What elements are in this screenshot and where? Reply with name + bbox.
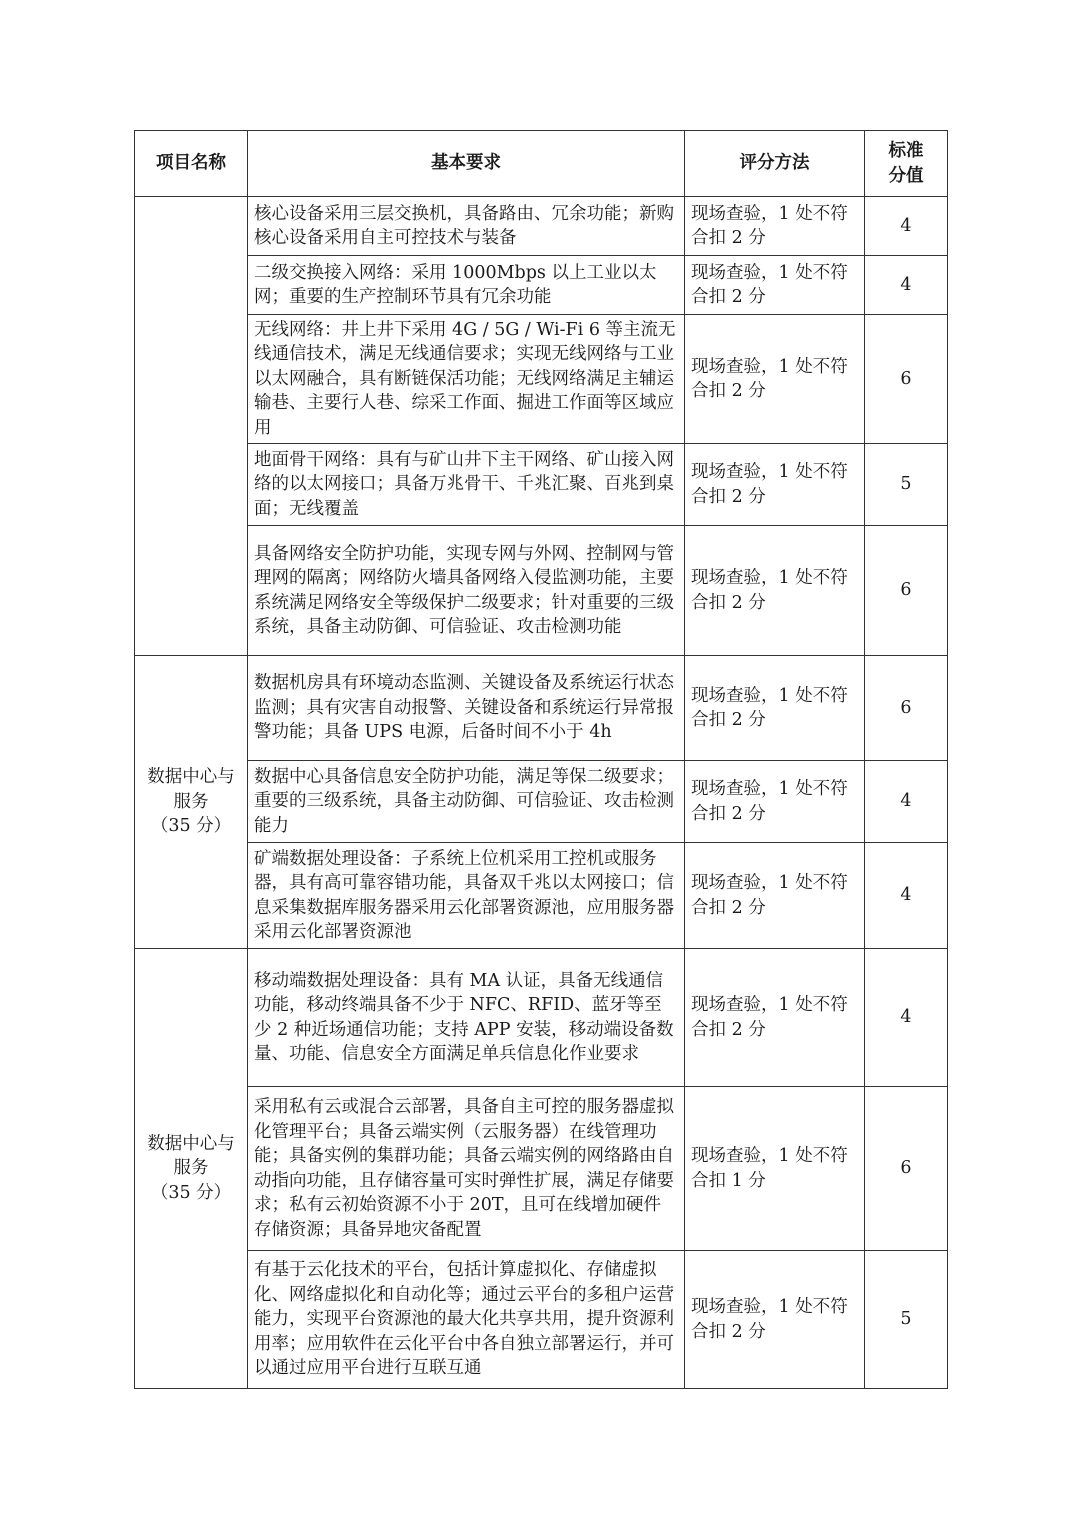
method-cell: 现场查验，1 处不符合扣 2 分 bbox=[685, 1251, 865, 1389]
requirement-cell: 地面骨干网络：具有与矿山井下主干网络、矿山接入网络的以太网接口；具备万兆骨干、千兆汇聚、百兆到桌面；无线覆盖 bbox=[248, 444, 685, 526]
table-row bbox=[135, 656, 948, 761]
table-row bbox=[135, 843, 948, 949]
score-cell: 4 bbox=[865, 843, 948, 949]
score-cell: 6 bbox=[865, 1087, 948, 1251]
table-row bbox=[135, 526, 948, 656]
header-row bbox=[135, 131, 948, 197]
requirement-cell: 二级交换接入网络：采用 1000Mbps 以上工业以太网；重要的生产控制环节具有冗余功能 bbox=[248, 256, 685, 315]
method-cell: 现场查验，1 处不符合扣 2 分 bbox=[685, 315, 865, 444]
method-cell: 现场查验，1 处不符合扣 2 分 bbox=[685, 197, 865, 256]
method-cell: 现场查验，1 处不符合扣 2 分 bbox=[685, 256, 865, 315]
requirement-cell: 矿端数据处理设备：子系统上位机采用工控机或服务器，具有高可靠容错功能，具备双千兆以太网接口；信息采集数据库服务器采用云化部署资源池，应用服务器采用云化部署资源池 bbox=[248, 843, 685, 949]
requirement-cell: 移动端数据处理设备：具有 MA 认证，具备无线通信功能，移动终端具备不少于 NFC、RFID、蓝牙等至少 2 种近场通信功能；支持 APP 安装，移动端设备数量、功能、信息安全方面满足单兵信息化作业要求 bbox=[248, 949, 685, 1087]
table-row bbox=[135, 949, 948, 1087]
score-cell: 4 bbox=[865, 761, 948, 843]
table-row bbox=[135, 444, 948, 526]
group-name-line2: 服务 bbox=[173, 1158, 209, 1179]
requirement-cell: 数据机房具有环境动态监测、关键设备及系统运行状态监测；具有灾害自动报警、关键设备和系统运行异常报警功能；具备 UPS 电源，后备时间不小于 4h bbox=[248, 656, 685, 761]
score-cell: 4 bbox=[865, 256, 948, 315]
group-name-line1: 数据中心与 bbox=[147, 1133, 235, 1154]
requirement-cell: 数据中心具备信息安全防护功能，满足等保二级要求；重要的三级系统，具备主动防御、可信验证、攻击检测能力 bbox=[248, 761, 685, 843]
score-cell: 5 bbox=[865, 1251, 948, 1389]
score-cell: 6 bbox=[865, 656, 948, 761]
header-score bbox=[865, 131, 948, 197]
method-cell: 现场查验，1 处不符合扣 2 分 bbox=[685, 526, 865, 656]
method-cell: 现场查验，1 处不符合扣 1 分 bbox=[685, 1087, 865, 1251]
score-cell: 6 bbox=[865, 315, 948, 444]
score-cell: 4 bbox=[865, 197, 948, 256]
scoring-table bbox=[134, 130, 948, 1389]
table-row bbox=[135, 315, 948, 444]
table-row bbox=[135, 256, 948, 315]
requirement-cell: 具备网络安全防护功能，实现专网与外网、控制网与管理网的隔离；网络防火墙具备网络入侵监测功能，主要系统满足网络安全等级保护二级要求；针对重要的三级系统，具备主动防御、可信验证、攻击检测功能 bbox=[248, 526, 685, 656]
group-name-cell bbox=[135, 949, 248, 1389]
score-cell: 6 bbox=[865, 526, 948, 656]
method-cell: 现场查验，1 处不符合扣 2 分 bbox=[685, 761, 865, 843]
group-name-line3: （35 分） bbox=[150, 816, 232, 837]
requirement-cell: 核心设备采用三层交换机，具备路由、冗余功能；新购核心设备采用自主可控技术与装备 bbox=[248, 197, 685, 256]
table-row bbox=[135, 197, 948, 256]
table-row bbox=[135, 1251, 948, 1389]
group-name-line2: 服务 bbox=[173, 791, 209, 812]
header-method: 评分方法 bbox=[685, 131, 865, 197]
score-cell: 5 bbox=[865, 444, 948, 526]
table-row bbox=[135, 761, 948, 843]
requirement-cell: 有基于云化技术的平台，包括计算虚拟化、存储虚拟化、网络虚拟化和自动化等；通过云平台的多租户运营能力，实现平台资源池的最大化共享共用，提升资源利用率；应用软件在云化平台中各自独立部署运行，并可以通过应用平台进行互联互通 bbox=[248, 1251, 685, 1389]
score-cell: 4 bbox=[865, 949, 948, 1087]
requirement-cell: 无线网络：井上井下采用 4G / 5G / Wi-Fi 6 等主流无线通信技术，满足无线通信要求；实现无线网络与工业以太网融合，具有断链保活功能；无线网络满足主辅运输巷、主要行人巷、综采工作面、掘进工作面等区域应用 bbox=[248, 315, 685, 444]
header-score-line2: 分值 bbox=[888, 165, 924, 186]
group-name-line3: （35 分） bbox=[150, 1182, 232, 1203]
group-name-cell bbox=[135, 656, 248, 949]
group-name-line1: 数据中心与 bbox=[147, 767, 235, 788]
requirement-cell: 采用私有云或混合云部署，具备自主可控的服务器虚拟化管理平台；具备云端实例（云服务器）在线管理功能；具备实例的集群功能；具备云端实例的网络路由自动指向功能，且存储容量可实时弹性扩展，满足存储要求；私有云初始资源不小于 20T，且可在线增加硬件存储资源；具备异地灾备配置 bbox=[248, 1087, 685, 1251]
header-score-line1: 标准 bbox=[888, 141, 924, 161]
method-cell: 现场查验，1 处不符合扣 2 分 bbox=[685, 843, 865, 949]
group-name-cell bbox=[135, 197, 248, 656]
method-cell: 现场查验，1 处不符合扣 2 分 bbox=[685, 656, 865, 761]
method-cell: 现场查验，1 处不符合扣 2 分 bbox=[685, 444, 865, 526]
header-project-name: 项目名称 bbox=[135, 131, 248, 197]
table-row bbox=[135, 1087, 948, 1251]
header-requirement: 基本要求 bbox=[248, 131, 685, 197]
method-cell: 现场查验，1 处不符合扣 2 分 bbox=[685, 949, 865, 1087]
